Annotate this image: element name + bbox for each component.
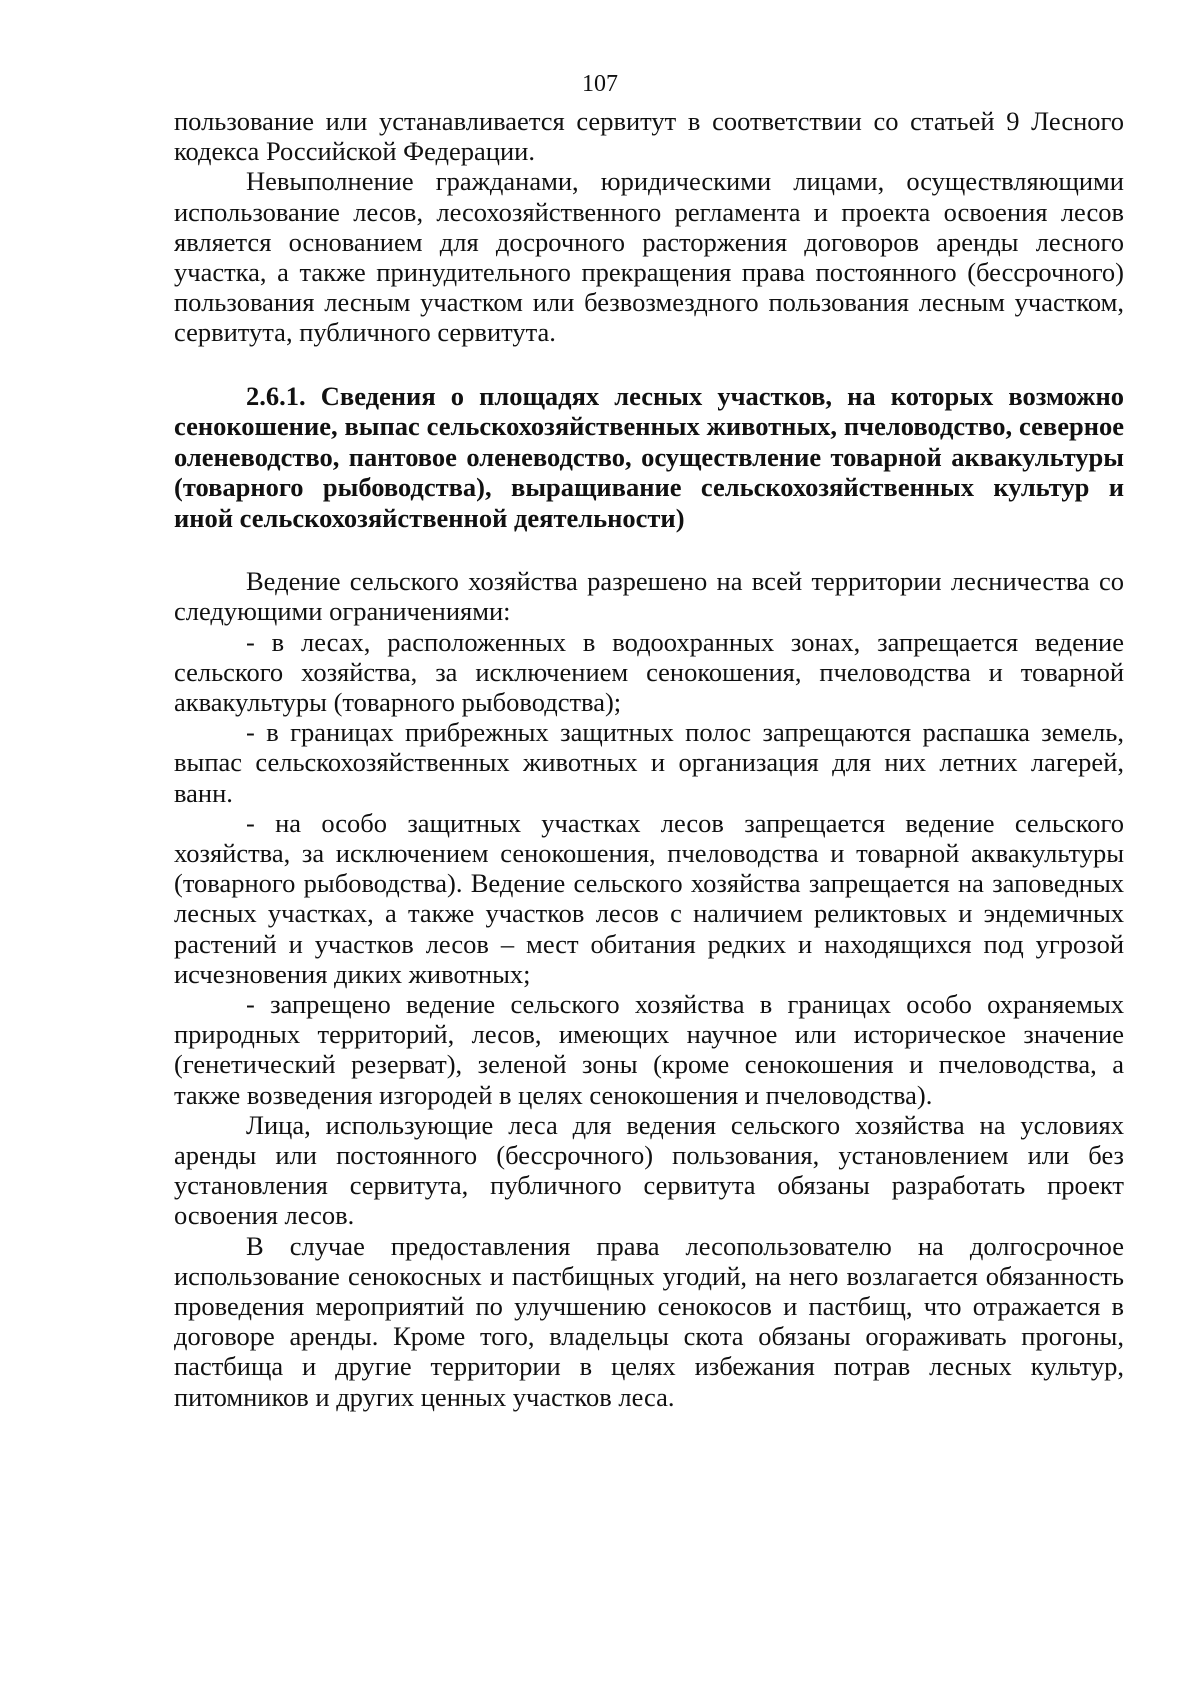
paragraph-development-project: Лица, использующие леса для ведения сельского хозяйства на условиях аренды или постоянного (бессрочного) пользования, установлением или без установления сервитута, публичного сервитута обязаны разработать проект освоения лесов. bbox=[174, 1109, 1124, 1231]
heading-spacer bbox=[174, 533, 1124, 566]
list-item-coastal-strips: - в границах прибрежных защитных полос запрещаются распашка земель, выпас сельскохозяйственных животных и организация для них летних лагерей, ванн. bbox=[174, 717, 1124, 808]
paragraph-hayfields-pastures: В случае предоставления права лесопользователю на долгосрочное использование сенокосных и пастбищных угодий, на него возлагается обязанность проведения мероприятий по улучшению сенокосов и пастбищ, что отражается в договоре аренды. Кроме того, владельцы скота обязаны огораживать прогоны, пастбища и другие территории в целях избежания потрав лесных культур, питомников и других ценных участков леса. bbox=[174, 1230, 1124, 1412]
paragraph-continuation: пользование или устанавливается сервитут в соответствии со статьей 9 Лесного кодекса Российской Федерации. bbox=[174, 106, 1124, 167]
list-item-protected-territories: - запрещено ведение сельского хозяйства в границах особо охраняемых природных территорий, лесов, имеющих научное или историческое значение (генетический резерват), зеленой зоны (кроме сенокошения и пчеловодства, а также возведения изгородей в целях сенокошения и пчеловодства). bbox=[174, 988, 1124, 1110]
list-item-protective-areas: - на особо защитных участках лесов запрещается ведение сельского хозяйства, за исключением сенокошения, пчеловодства и товарной аквакультуры (товарного рыбоводства). Ведение сельского хозяйства запрещается на заповедных лесных участках, а также участков лесов с наличием реликтовых и эндемичных растений и участков лесов – мест обитания редких и находящихся под угрозой исчезновения диких животных; bbox=[174, 807, 1124, 989]
page-number: 107 bbox=[582, 71, 618, 97]
page-content bbox=[174, 106, 1124, 1412]
list-item-water-protection: - в лесах, расположенных в водоохранных зонах, запрещается ведение сельского хозяйства, за исключением сенокошения, пчеловодства и товарной аквакультуры (товарного рыбоводства); bbox=[174, 626, 1124, 717]
section-heading: 2.6.1. Сведения о площадях лесных участков, на которых возможно сенокошение, выпас сельскохозяйственных животных, пчеловодство, северное оленеводство, пантовое оленеводство, осуществление товарной аквакультуры (товарного рыбоводства), выращивание сельскохозяйственных культур и иной сельскохозяйственной деятельности) bbox=[174, 380, 1124, 533]
paragraph-agriculture-intro: Ведение сельского хозяйства разрешено на всей территории лесничества со следующими ограничениями: bbox=[174, 566, 1124, 627]
paragraph-noncompliance: Невыполнение гражданами, юридическими лицами, осуществляющими использование лесов, лесохозяйственного регламента и проекта освоения лесов является основанием для досрочного расторжения договоров аренды лесного участка, а также принудительного прекращения права постоянного (бессрочного) пользования лесным участком или безвозмездного пользования лесным участком, сервитута, публичного сервитута. bbox=[174, 166, 1124, 348]
